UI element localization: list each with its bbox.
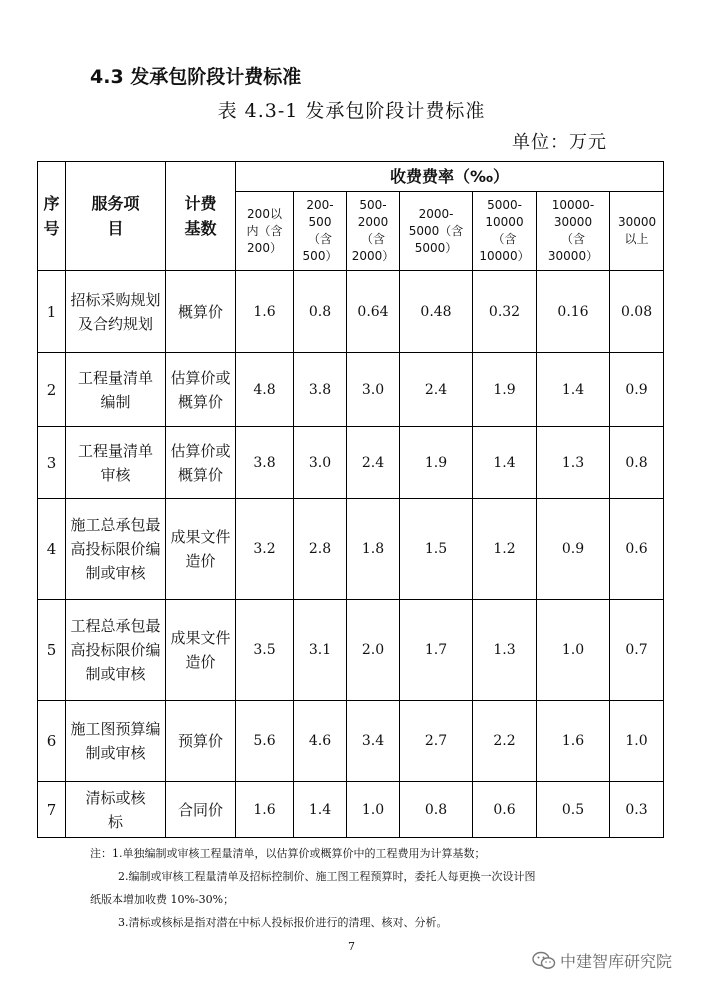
section-heading: 4.3 发承包阶段计费标准 — [90, 66, 302, 88]
rate-cell: 4.8 — [236, 353, 294, 427]
row-seq: 4 — [38, 499, 66, 600]
rate-cell: 2.8 — [294, 499, 347, 600]
header-row-1 — [38, 162, 664, 192]
rate-cell: 0.9 — [537, 499, 610, 600]
table-row — [38, 427, 664, 499]
rate-cell: 0.6 — [610, 499, 664, 600]
row-seq: 7 — [38, 782, 66, 838]
row-service: 清标或核标 — [66, 782, 166, 838]
header-range: 2000-5000（含5000） — [400, 192, 473, 271]
rate-cell: 0.48 — [400, 271, 473, 353]
rate-cell: 1.4 — [537, 353, 610, 427]
row-seq: 6 — [38, 701, 66, 782]
rate-cell: 3.2 — [236, 499, 294, 600]
rate-cell: 2.4 — [400, 353, 473, 427]
rate-cell: 1.5 — [400, 499, 473, 600]
rate-cell: 1.3 — [473, 600, 537, 701]
rate-cell: 0.8 — [400, 782, 473, 838]
row-basis: 估算价或概算价 — [166, 427, 236, 499]
table-row — [38, 353, 664, 427]
note-line: 3.清标或核标是指对潜在中标人投标报价进行的清理、核对、分析。 — [118, 916, 448, 929]
row-basis: 估算价或概算价 — [166, 353, 236, 427]
watermark — [532, 949, 672, 972]
rate-cell: 1.0 — [610, 701, 664, 782]
header-range: 5000-10000（含10000） — [473, 192, 537, 271]
rate-cell: 5.6 — [236, 701, 294, 782]
rate-cell: 3.1 — [294, 600, 347, 701]
row-seq: 3 — [38, 427, 66, 499]
rate-cell: 2.0 — [347, 600, 400, 701]
row-service: 工程总承包最高投标限价编制或审核 — [66, 600, 166, 701]
rate-cell: 1.8 — [347, 499, 400, 600]
rate-cell: 1.6 — [537, 701, 610, 782]
rate-cell: 0.7 — [610, 600, 664, 701]
rate-cell: 4.6 — [294, 701, 347, 782]
table-row — [38, 271, 664, 353]
rate-cell: 3.0 — [294, 427, 347, 499]
rate-cell: 2.7 — [400, 701, 473, 782]
rate-cell: 0.8 — [294, 271, 347, 353]
rate-cell: 1.4 — [473, 427, 537, 499]
row-basis: 概算价 — [166, 271, 236, 353]
row-basis: 预算价 — [166, 701, 236, 782]
rate-cell: 1.9 — [473, 353, 537, 427]
row-service: 施工总承包最高投标限价编制或审核 — [66, 499, 166, 600]
note-line: 2.编制或审核工程量清单及招标控制价、施工图工程预算时，委托人每更换一次设计图 — [118, 870, 536, 883]
rate-cell: 3.8 — [294, 353, 347, 427]
rate-cell: 2.2 — [473, 701, 537, 782]
rate-cell: 1.2 — [473, 499, 537, 600]
rate-cell: 1.0 — [347, 782, 400, 838]
note-line: 注：1.单独编制或审核工程量清单，以估算价或概算价中的工程费用为计算基数； — [90, 847, 486, 860]
rate-cell: 1.6 — [236, 782, 294, 838]
table-row — [38, 782, 664, 838]
rate-cell: 0.5 — [537, 782, 610, 838]
header-seq: 序号 — [38, 162, 66, 271]
rate-cell: 1.9 — [400, 427, 473, 499]
unit-label: 单位：万元 — [512, 132, 607, 153]
rate-cell: 0.6 — [473, 782, 537, 838]
rate-cell: 0.08 — [610, 271, 664, 353]
table-row — [38, 600, 664, 701]
header-rate-group: 收费费率（‰） — [236, 162, 664, 192]
rate-cell: 0.16 — [537, 271, 610, 353]
rate-cell: 3.0 — [347, 353, 400, 427]
rate-cell: 1.3 — [537, 427, 610, 499]
rate-cell: 0.9 — [610, 353, 664, 427]
rate-cell: 1.0 — [537, 600, 610, 701]
watermark-text: 中建智库研究院 — [560, 952, 673, 971]
rate-cell: 2.4 — [347, 427, 400, 499]
header-range: 10000-30000（含30000） — [537, 192, 610, 271]
rate-cell: 1.6 — [236, 271, 294, 353]
row-seq: 2 — [38, 353, 66, 427]
row-service: 工程量清单审核 — [66, 427, 166, 499]
rate-cell: 1.7 — [400, 600, 473, 701]
header-range: 200以内（含200） — [236, 192, 294, 271]
table-title: 表 4.3-1 发承包阶段计费标准 — [217, 100, 486, 122]
rate-cell: 0.3 — [610, 782, 664, 838]
rate-cell: 3.8 — [236, 427, 294, 499]
row-service: 招标采购规划及合约规划 — [66, 271, 166, 353]
row-service: 工程量清单编制 — [66, 353, 166, 427]
rate-cell: 0.32 — [473, 271, 537, 353]
wechat-icon — [532, 951, 556, 971]
table-row — [38, 499, 664, 600]
rate-cell: 1.4 — [294, 782, 347, 838]
note-line: 纸版本增加收费 10%-30%； — [90, 893, 235, 906]
page-number: 7 — [348, 940, 355, 953]
table-notes — [90, 842, 650, 934]
header-range: 30000以上 — [610, 192, 664, 271]
rate-cell: 3.5 — [236, 600, 294, 701]
header-range: 500-2000（含2000） — [347, 192, 400, 271]
fee-table — [37, 161, 664, 838]
header-service: 服务项目 — [66, 162, 166, 271]
rate-cell: 0.64 — [347, 271, 400, 353]
row-basis: 成果文件造价 — [166, 600, 236, 701]
header-basis: 计费基数 — [166, 162, 236, 271]
header-range: 200-500（含500） — [294, 192, 347, 271]
rate-cell: 0.8 — [610, 427, 664, 499]
row-seq: 1 — [38, 271, 66, 353]
row-basis: 合同价 — [166, 782, 236, 838]
rate-cell: 3.4 — [347, 701, 400, 782]
row-seq: 5 — [38, 600, 66, 701]
row-service: 施工图预算编制或审核 — [66, 701, 166, 782]
row-basis: 成果文件造价 — [166, 499, 236, 600]
table-row — [38, 701, 664, 782]
